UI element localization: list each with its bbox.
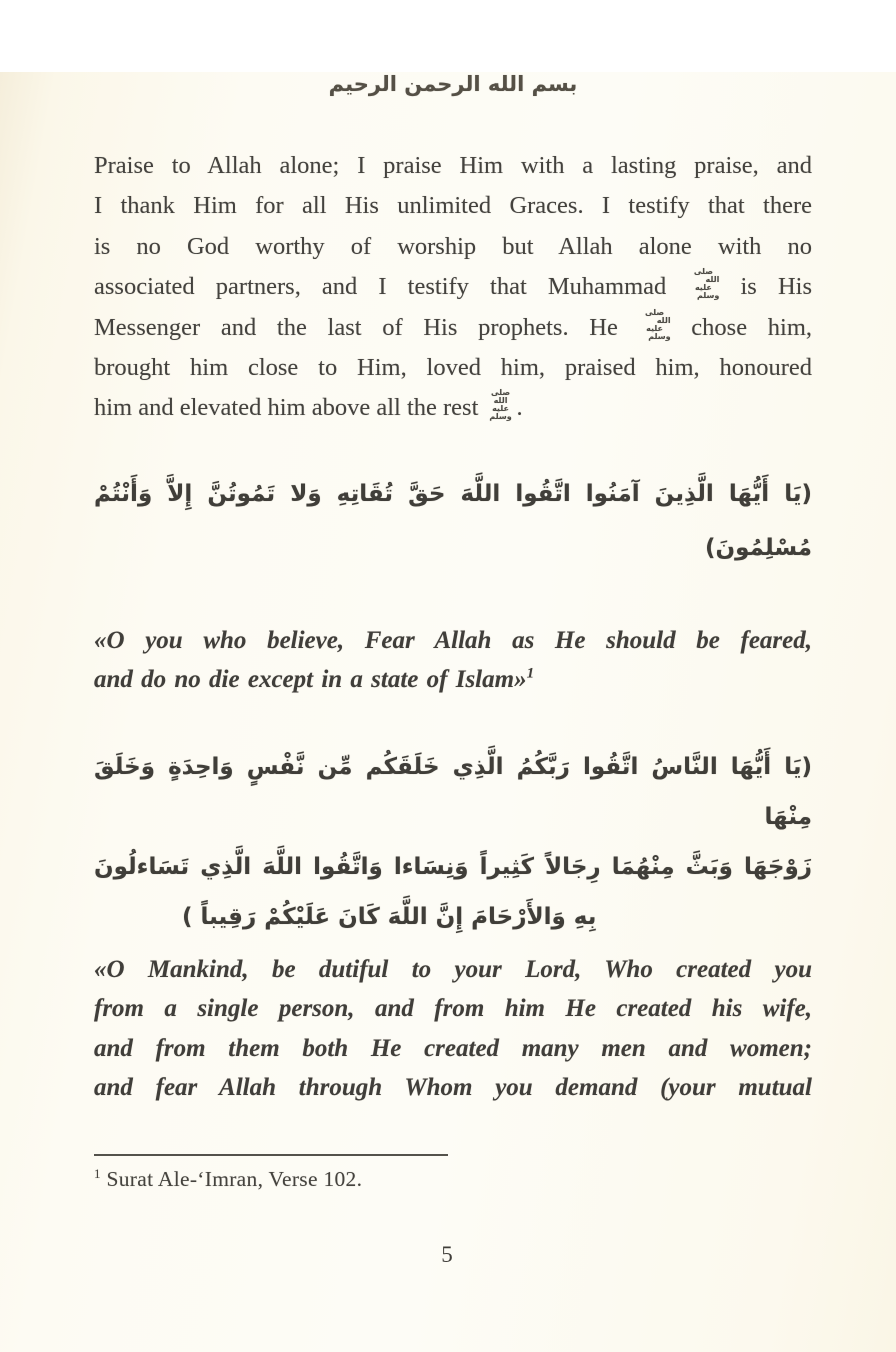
translation-text: and do no die except in a state of Islam» — [94, 666, 527, 694]
footnote-text: Surat Ale-‘Imran, Verse 102. — [106, 1167, 363, 1191]
intro-line: brought him close to Him, loved him, praised him, honoured — [94, 354, 812, 382]
intro-text: him and elevated him above all the rest — [94, 394, 479, 422]
arabic-verse-2 — [94, 742, 812, 942]
pbuh-line: عليه وسلم — [694, 283, 720, 301]
page-content — [0, 72, 896, 1268]
translation-1 — [94, 621, 812, 700]
intro-line: I thank Him for all His unlimited Graces. I testify that there — [94, 192, 812, 220]
intro-line — [94, 267, 812, 307]
intro-text: associated partners, and I testify that Muhammad — [94, 273, 667, 301]
intro-line — [94, 308, 812, 348]
translation-line: from a single person, and from him He created his wife, — [94, 995, 812, 1023]
intro-line: is no God worthy of worship but Allah alone with no — [94, 232, 812, 260]
verse-line: زَوْجَهَا وَبَثَّ مِنْهُمَا رِجَالاً كَثِيراً وَنِسَاءا وَاتَّقُوا اللَّهَ الَّذِي تَسَاءلُونَ — [94, 853, 812, 880]
pbuh-line: صلى الله — [645, 307, 671, 325]
intro-line — [94, 388, 812, 428]
scanned-book-page — [0, 72, 896, 1352]
footnote-rule — [94, 1154, 448, 1156]
verse-line: بِهِ وَالأَرْحَامَ إِنَّ اللَّهَ كَانَ عَلَيْكُمْ رَقِيباً ) — [182, 903, 597, 930]
intro-text: . — [516, 394, 523, 422]
intro-paragraph — [94, 146, 812, 429]
intro-text: is His — [740, 273, 812, 301]
intro-text: chose him, — [691, 313, 813, 341]
pbuh-line: صلى الله — [693, 267, 720, 285]
translation-line — [94, 660, 812, 700]
pbuh-line: عليه وسلم — [646, 323, 671, 341]
translation-line: and fear Allah through Whom you demand (your mutual — [94, 1074, 812, 1102]
pbuh-symbol — [687, 268, 719, 300]
arabic-verse-1 — [94, 467, 812, 575]
intro-text: Messenger and the last of His prophets. He — [94, 313, 618, 341]
bismillah-header: بسم الله الرحمن الرحيم — [328, 72, 578, 96]
translation-line: «O you who believe, Fear Allah as He should be feared, — [94, 626, 812, 654]
pbuh-symbol — [485, 389, 517, 421]
footnote — [94, 1166, 812, 1192]
translation-line: and from them both He created many men and women; — [94, 1034, 812, 1062]
pbuh-symbol — [639, 309, 671, 341]
pbuh-line: عليه وسلم — [489, 404, 512, 422]
verse-line: (يَا أَيُّهَا النَّاسُ اتَّقُوا رَبَّكُمُ الَّذِي خَلَقَكُم مِّن نَّفْسٍ وَاحِدَةٍ وَخَلَقَ مِنْهَا — [94, 753, 812, 830]
pbuh-line: صلى الله — [490, 388, 511, 406]
translation-2 — [94, 950, 812, 1108]
footnote-marker: 1 — [94, 1165, 101, 1181]
verse-line: مُسْلِمُونَ) — [704, 534, 812, 561]
footnote-marker: 1 — [526, 666, 535, 683]
page-number: 5 — [441, 1242, 453, 1267]
intro-line: Praise to Allah alone; I praise Him with a lasting praise, and — [94, 152, 812, 179]
translation-line: «O Mankind, be dutiful to your Lord, Who created you — [94, 955, 812, 983]
verse-line: (يَا أَيُّهَا الَّذِينَ آمَنُوا اتَّقُوا اللَّهَ حَقَّ تُقَاتِهِ وَلا تَمُوتُنَّ إِلاَّ وَأَنْتُمْ — [94, 480, 812, 507]
